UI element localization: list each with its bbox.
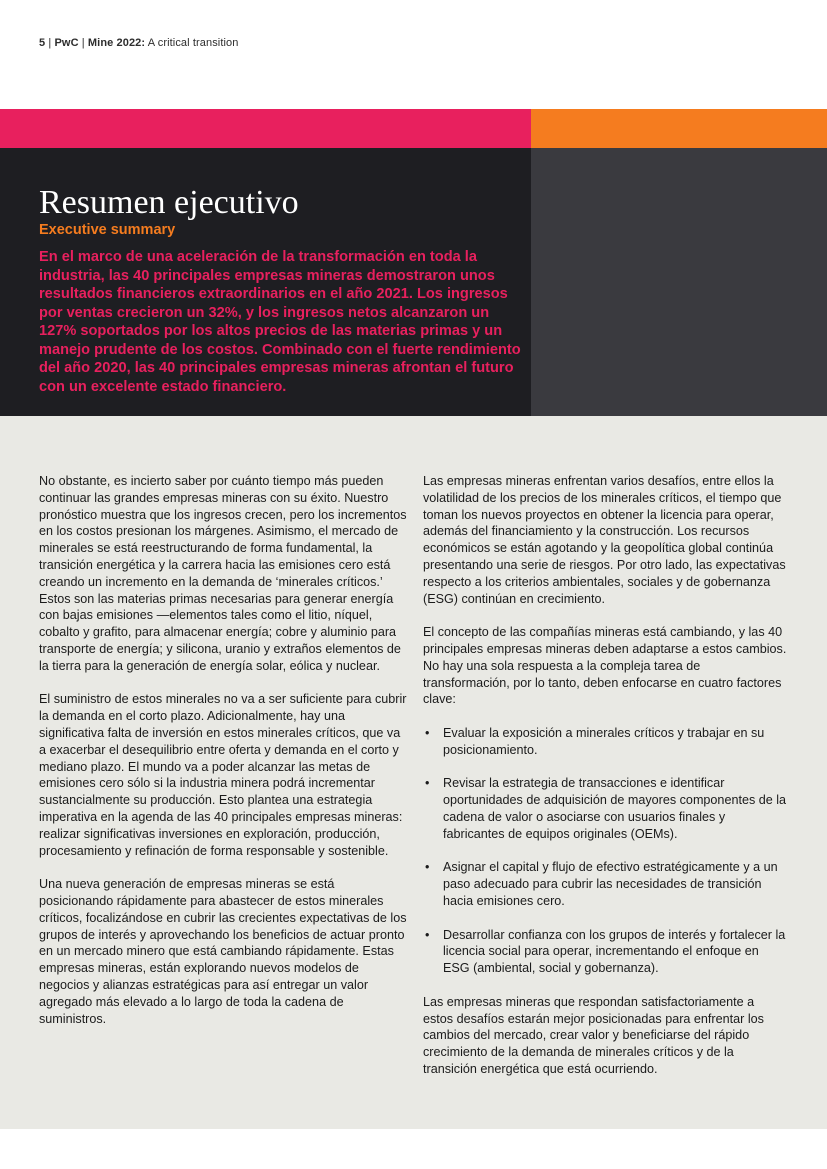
brand-name: PwC xyxy=(54,37,79,49)
page-title: Resumen ejecutivo xyxy=(39,184,299,221)
body-paragraph: No obstante, es incierto saber por cuánto tiempo más pueden continuar las grandes empresas mineras con su éxito. Nuestro pronóstico muestra que los ingresos crecen, pero los incrementos en los costos presionan los márgenes. Asimismo, el mercado de minerales se está reestructurando de forma fundamental, la transición energética y la carrera hacia las emisiones cero está creando un incremento en la demanda de ‘minerales críticos.’ Estos son las materias primas necesarias para generar energía con bajas emisiones —elementos tales como el litio, níquel, cobalto y grafito, para almacenar energía; cobre y aluminio para transporte de energía; y silicona, uranio y extraños elementos de la tierra para la generación de energía solar, eólica y nuclear. xyxy=(39,474,407,673)
list-item xyxy=(423,927,787,977)
left-column xyxy=(39,473,407,1044)
list-item-text: Evaluar la exposición a minerales críticos y trabajar en su posicionamiento. xyxy=(443,725,765,757)
running-header xyxy=(39,37,238,49)
right-column xyxy=(423,473,787,1094)
page-subtitle: Executive summary xyxy=(39,222,176,238)
bullet-icon: • xyxy=(425,927,430,942)
pink-accent-band xyxy=(0,109,531,148)
body-paragraph: Las empresas mineras enfrentan varios desafíos, entre ellos la volatilidad de los precios de los minerales críticos, el tiempo que toman los nuevos proyectos en obtener la licencia para operar, además del financiamiento y la construcción. Los recursos económicos se están agotando y la geopolítica global continúa presentando una serie de riesgos. Por otro lado, las expectativas respecto a los criterios ambientales, sociales y de gobernanza (ESG) continúan en crecimiento. xyxy=(423,474,786,606)
body-paragraph: El suministro de estos minerales no va a ser suficiente para cubrir la demanda en el corto plazo. Adicionalmente, hay una significativa falta de inversión en estos minerales críticos, que va a exacerbar el desequilibrio entre oferta y demanda en el corto y mediano plazo. El mundo va a poder alcanzar las metas de emisiones cero sólo si la industria minera podrá incrementar sustancialmente su producción. Esto plantea una estrategia imperativa en la agenda de las 40 principales empresas mineras: realizar significativas inversiones en exploración, producción, procesamiento y refinación de forma responsable y sostenible. xyxy=(39,692,407,858)
report-name: Mine 2022: xyxy=(87,37,146,49)
orange-accent-band xyxy=(531,109,827,148)
page-number: 5 xyxy=(39,37,46,49)
report-subtitle: A critical transition xyxy=(147,37,239,49)
key-factors-list xyxy=(423,725,787,977)
bullet-icon: • xyxy=(425,725,430,740)
list-item xyxy=(423,859,787,909)
separator: | xyxy=(81,37,85,49)
bullet-icon: • xyxy=(425,860,430,875)
list-item-text: Desarrollar confianza con los grupos de interés y fortalecer la licencia social para operar, incrementando el enfoque en ESG (ambiental, social y gobernanza). xyxy=(443,927,786,976)
bullet-icon: • xyxy=(425,776,430,791)
list-item xyxy=(423,775,787,842)
list-item-text: Revisar la estrategia de transacciones e identificar oportunidades de adquisición de mayores componentes de la cadena de valor o asociarse con usuarios finales y fabricantes de equipos originales (OEMs). xyxy=(443,776,787,841)
list-item-text: Asignar el capital y flujo de efectivo estratégicamente y a un paso adecuado para cubrir las necesidades de transición hacia emisiones cero. xyxy=(443,860,778,908)
hero-grey-panel xyxy=(531,148,827,416)
body-paragraph: El concepto de las compañías mineras está cambiando, y las 40 principales empresas mineras deben adaptarse a estos cambios. No hay una sola respuesta a la compleja tarea de transformación, por lo tanto, deben enfocarse en cuatro factores clave: xyxy=(423,625,787,707)
body-paragraph: Una nueva generación de empresas mineras se está posicionando rápidamente para abastecer de estos minerales críticos, focalizándose en cubrir las crecientes expectativas de los grupos de interés y aprovechando los beneficios de actuar pronto en un mercado minero que está cambiando rápidamente. Estas empresas mineras, están explorando nuevos modelos de negocios y alianzas estratégicas para así entregar un valor agregado más elevado a lo largo de toda la cadena de suministros. xyxy=(39,877,407,1026)
closing-paragraph: Las empresas mineras que respondan satisfactoriamente a estos desafíos estarán mejor posicionadas para enfrentar los cambios del mercado, crear valor y beneficiarse del rápido crecimiento de la demanda de minerales críticos y de la transición energética que está ocurriendo. xyxy=(423,994,764,1076)
lead-paragraph: En el marco de una aceleración de la transformación en toda la industria, las 40 principales empresas mineras demostraron unos resultados financieros extraordinarios en el año 2021. Los ingresos por ventas crecieron un 32%, y los ingresos netos alcanzaron un 127% soportados por los altos precios de las materias primas y un manejo prudente de los costos. Combinado con el fuerte rendimiento del año 2020, las 40 principales empresas mineras afrontan el futuro con un excelente estado financiero. xyxy=(39,249,521,395)
separator: | xyxy=(48,37,52,49)
list-item xyxy=(423,725,787,759)
